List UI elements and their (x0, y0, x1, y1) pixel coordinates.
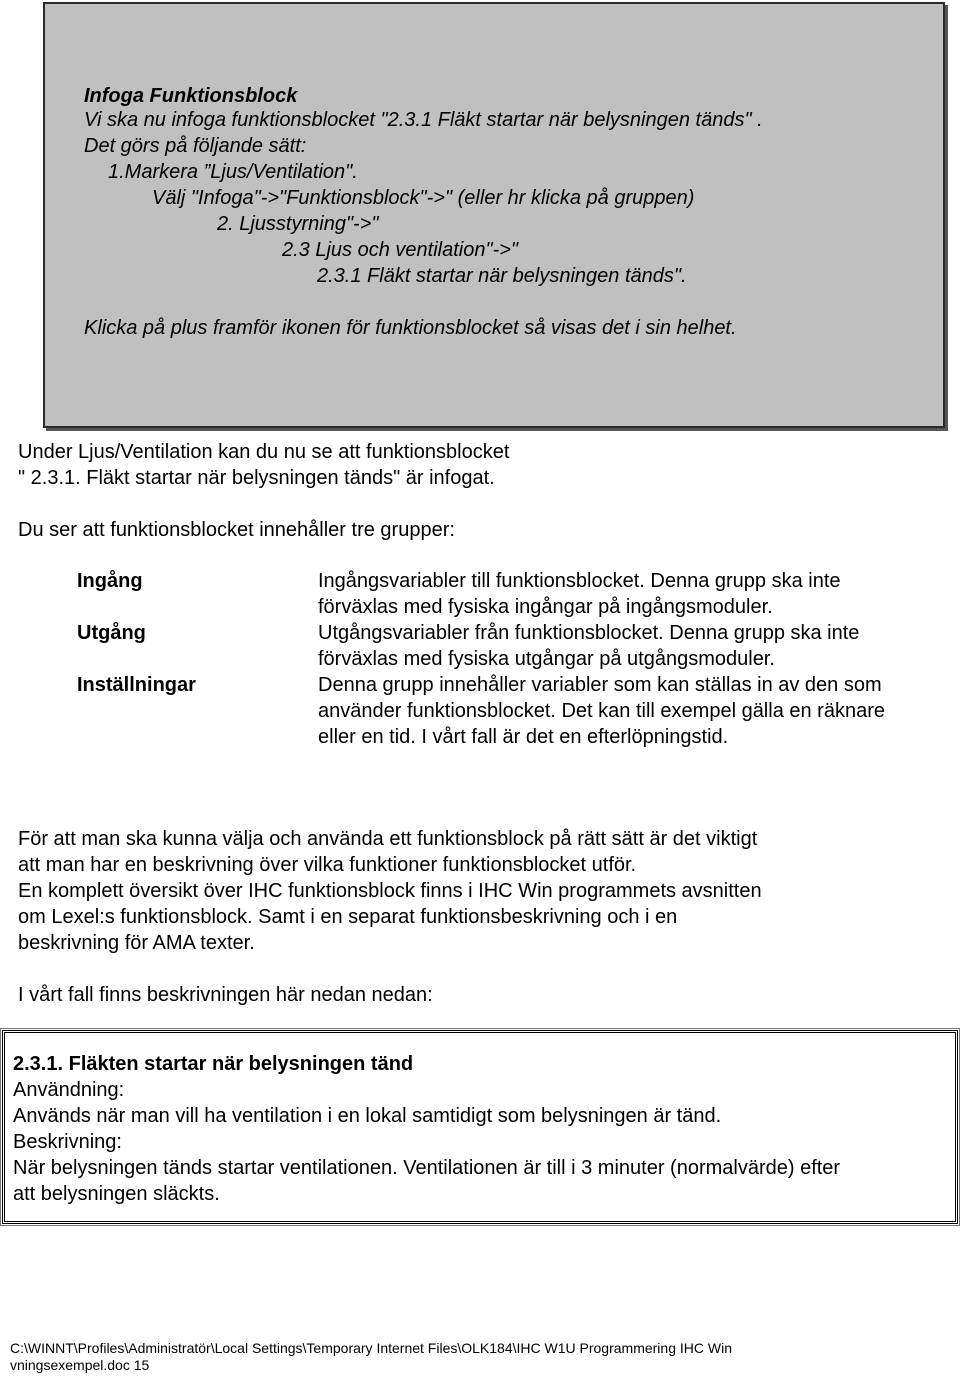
instruction-step: Välj "Infoga"->"Funktionsblock"->" (eller hr klicka på gruppen) (152, 187, 695, 209)
group-desc-line: förväxlas med fysiska utgångar på utgångsmoduler. (318, 648, 775, 670)
inserted-text-line: " 2.3.1. Fläkt startar när belysningen tänds" är infogat. (18, 467, 495, 489)
description-line: att man har en beskrivning över vilka funktioner funktionsblocket utför. (18, 854, 637, 876)
description-text-line: att belysningen släckts. (13, 1183, 220, 1205)
group-label-utgang: Utgång (77, 622, 146, 644)
description-label: Beskrivning: (13, 1131, 122, 1153)
groups-intro: Du ser att funktionsblocket innehåller tre grupper: (18, 519, 455, 541)
usage-label: Användning: (13, 1079, 125, 1101)
description-text-line: När belysningen tänds startar ventilationen. Ventilationen är till i 3 minuter (normalvärde) efter (13, 1157, 841, 1179)
function-block-title: 2.3.1. Fläkten startar när belysningen tänd (13, 1053, 414, 1075)
group-desc-line: Ingångsvariabler till funktionsblocket. Denna grupp ska inte (318, 570, 841, 592)
instruction-step: 2.3.1 Fläkt startar när belysningen tänds". (317, 265, 687, 287)
instruction-line: Vi ska nu infoga funktionsblocket "2.3.1 Fläkt startar när belysningen tänds" . (84, 109, 763, 131)
our-case-text: I vårt fall finns beskrivningen här nedan nedan: (18, 984, 433, 1006)
instruction-line: Det görs på följande sätt: (84, 135, 307, 157)
group-desc-line: eller en tid. I vårt fall är det en efterlöpningstid. (318, 726, 729, 748)
group-label-ingang: Ingång (77, 570, 143, 592)
footer-file-path: C:\WINNT\Profiles\Administratör\Local Settings\Temporary Internet Files\OLK184\IHC W1U Programmering IHC Win (10, 1340, 732, 1356)
usage-text: Används när man vill ha ventilation i en lokal samtidigt som belysningen är tänd. (13, 1105, 722, 1127)
page-footer (10, 1340, 732, 1374)
instruction-title: Infoga Funktionsblock (84, 85, 298, 107)
instruction-box (43, 2, 945, 428)
group-label-installningar: Inställningar (77, 674, 196, 696)
group-desc-line: Utgångsvariabler från funktionsblocket. Denna grupp ska inte (318, 622, 860, 644)
group-desc-line: förväxlas med fysiska ingångar på ingångsmoduler. (318, 596, 773, 618)
footer-file-name-page: vningsexempel.doc 15 (10, 1357, 150, 1373)
group-desc-line: använder funktionsblocket. Det kan till exempel gälla en räknare (318, 700, 885, 722)
inserted-text-line: Under Ljus/Ventilation kan du nu se att funktionsblocket (18, 441, 510, 463)
instruction-note: Klicka på plus framför ikonen för funktionsblocket så visas det i sin helhet. (84, 317, 737, 339)
instruction-step: 2. Ljusstyrning"->" (217, 213, 379, 235)
description-line: om Lexel:s funktionsblock. Samt i en separat funktionsbeskrivning och i en (18, 906, 678, 928)
group-desc-line: Denna grupp innehåller variabler som kan ställas in av den som (318, 674, 882, 696)
instruction-step: 2.3 Ljus och ventilation"->" (282, 239, 519, 261)
description-line: beskrivning för AMA texter. (18, 932, 255, 954)
function-block-description-box (2, 1030, 958, 1224)
instruction-step: 1.Markera ”Ljus/Ventilation". (108, 161, 358, 183)
description-line: En komplett översikt över IHC funktionsblock finns i IHC Win programmets avsnitten (18, 880, 762, 902)
description-line: För att man ska kunna välja och använda ett funktionsblock på rätt sätt är det viktigt (18, 828, 758, 850)
